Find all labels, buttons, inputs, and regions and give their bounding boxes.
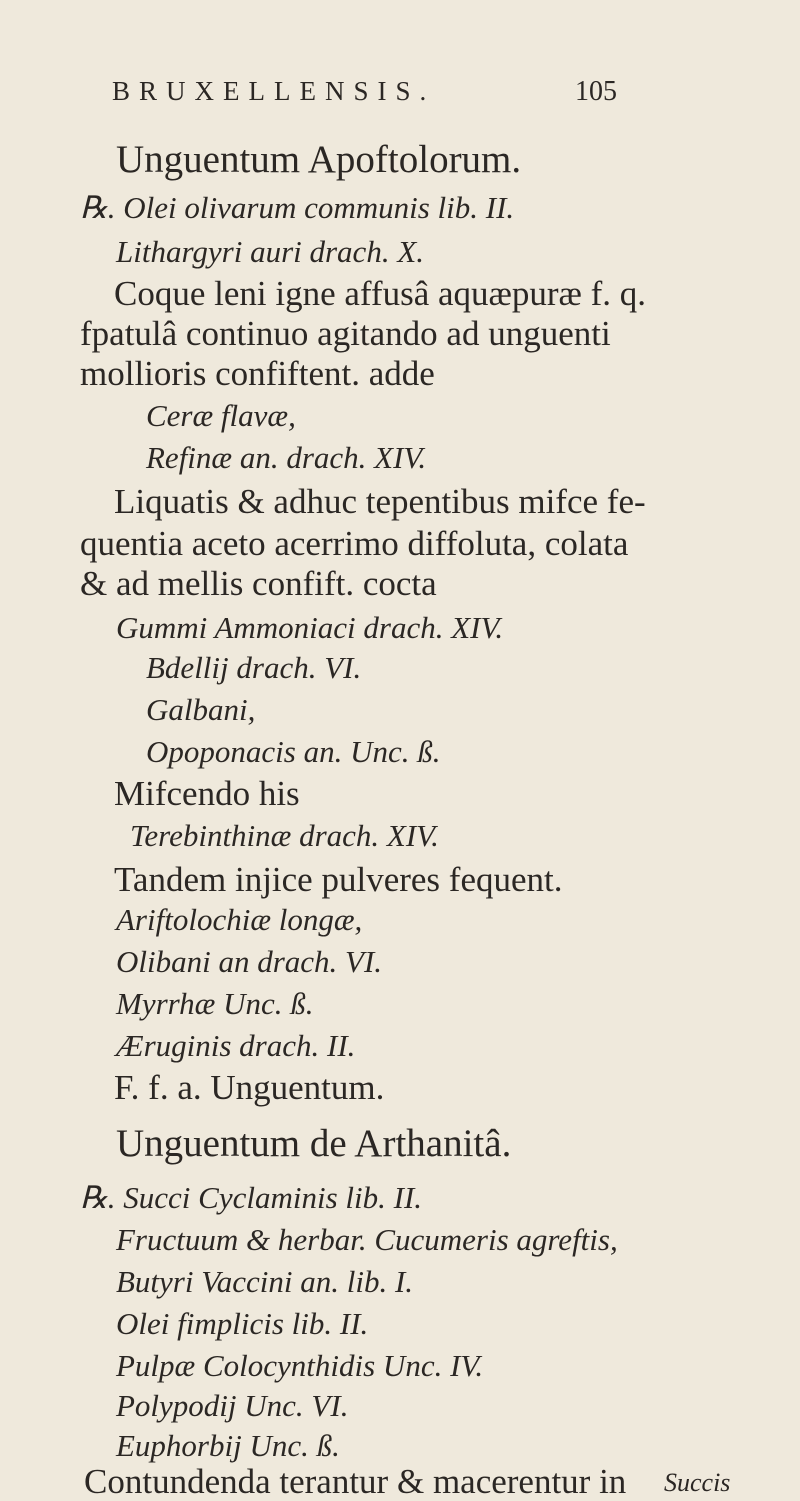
recipe-line: Butyri Vaccini an. lib. I. [116,1264,414,1299]
recipe-line: Opoponacis an. Unc. ß. [146,734,441,769]
recipe-line: quentia aceto acerrimo diffoluta, colata [80,524,629,563]
catchword: Succis [664,1468,731,1497]
recipe-line: ℞. Succi Cyclaminis lib. II. [80,1180,423,1215]
recipe-line: Ariftolochiæ longæ, [116,902,363,937]
recipe-line: Euphorbij Unc. ß. [116,1428,340,1463]
recipe-line: Fructuum & herbar. Cucumeris agreftis, [116,1222,618,1257]
recipe-line: Lithargyri auri drach. X. [116,234,425,269]
recipe-line: Æruginis drach. II. [116,1028,356,1063]
recipe-line: F. f. a. Unguentum. [114,1068,385,1107]
recipe-line: Contundenda terantur & macerentur in [84,1462,627,1501]
recipe-line: Gummi Ammoniaci drach. XIV. [116,610,504,645]
recipe-line: ℞. Olei olivarum communis lib. II. [80,190,515,225]
recipe-line: Olei fimplicis lib. II. [116,1306,369,1341]
page-number: 105 [575,76,617,107]
recipe-line: Pulpæ Colocynthidis Unc. IV. [116,1348,484,1383]
recipe-line: Polypodij Unc. VI. [116,1388,349,1423]
recipe-line: Coque leni igne affusâ aquæpuræ f. q. [114,274,647,313]
running-title: BRUXELLENSIS. [112,76,436,106]
recipe-line: Tandem injice pulveres fequent. [114,860,563,899]
recipe-line: Galbani, [146,692,256,727]
recipe-line: Terebinthinæ drach. XIV. [130,818,439,853]
recipe-line: mollioris confiftent. adde [80,354,435,393]
recipe-line: Olibani an drach. VI. [116,944,383,979]
recipe-line: Ceræ flavæ, [146,398,296,433]
section-title: Unguentum de Arthanitâ. [116,1122,512,1165]
section-title: Unguentum Apoftolorum. [116,138,522,181]
recipe-line: Mifcendo his [114,774,300,813]
recipe-line: Liquatis & adhuc tepentibus mifce fe- [114,482,646,521]
recipe-line: fpatulâ continuo agitando ad unguenti [80,314,611,353]
recipe-line: & ad mellis confift. cocta [80,564,437,603]
recipe-line: Refinæ an. drach. XIV. [146,440,427,475]
recipe-line: Myrrhæ Unc. ß. [116,986,314,1021]
recipe-line: Bdellij drach. VI. [146,650,362,685]
